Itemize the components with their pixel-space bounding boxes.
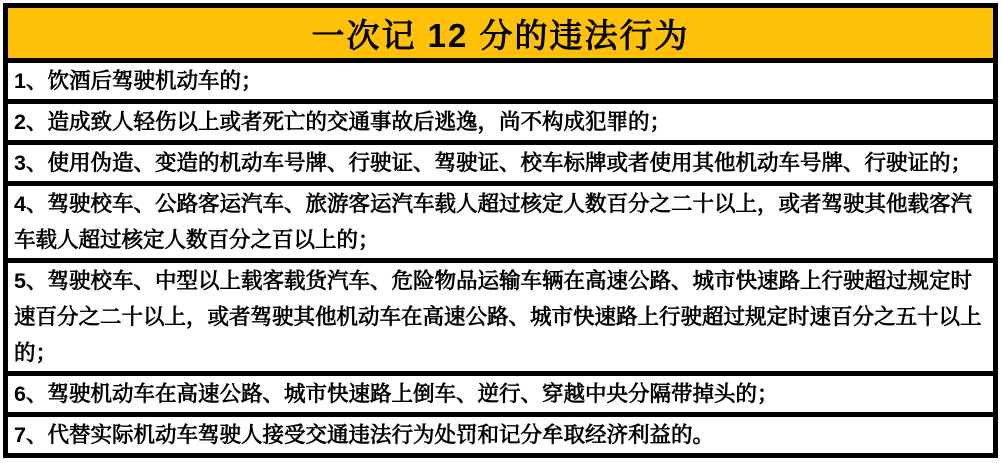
violations-table	[3, 3, 998, 458]
violation-text: 2、造成致人轻伤以上或者死亡的交通事故后逃逸，尚不构成犯罪的；	[6, 102, 996, 143]
violation-text: 4、驾驶校车、公路客运汽车、旅游客运汽车载人超过核定人数百分之二十以上，或者驾驶其他载客汽车载人超过核定人数百分之百以上的；	[6, 184, 996, 261]
violation-row	[6, 415, 996, 456]
violations-grid	[3, 3, 998, 458]
violations-list	[6, 61, 996, 456]
page-title: 一次记 12 分的违法行为	[6, 6, 996, 61]
violation-row	[6, 102, 996, 143]
violation-text: 3、使用伪造、变造的机动车号牌、行驶证、驾驶证、校车标牌或者使用其他机动车号牌、行驶证的；	[6, 143, 996, 184]
violation-row	[6, 261, 996, 374]
violation-text: 7、代替实际机动车驾驶人接受交通违法行为处罚和记分牟取经济利益的。	[6, 415, 996, 456]
violation-row	[6, 184, 996, 261]
violation-row	[6, 61, 996, 102]
title-row	[6, 6, 996, 61]
violation-text: 1、饮酒后驾驶机动车的；	[6, 61, 996, 102]
violation-text: 5、驾驶校车、中型以上载客载货汽车、危险物品运输车辆在高速公路、城市快速路上行驶超过规定时速百分之二十以上，或者驾驶其他机动车在高速公路、城市快速路上行驶超过规定时速百分之五十以上的；	[6, 261, 996, 374]
violation-row	[6, 374, 996, 415]
violation-text: 6、驾驶机动车在高速公路、城市快速路上倒车、逆行、穿越中央分隔带掉头的；	[6, 374, 996, 415]
violation-row	[6, 143, 996, 184]
